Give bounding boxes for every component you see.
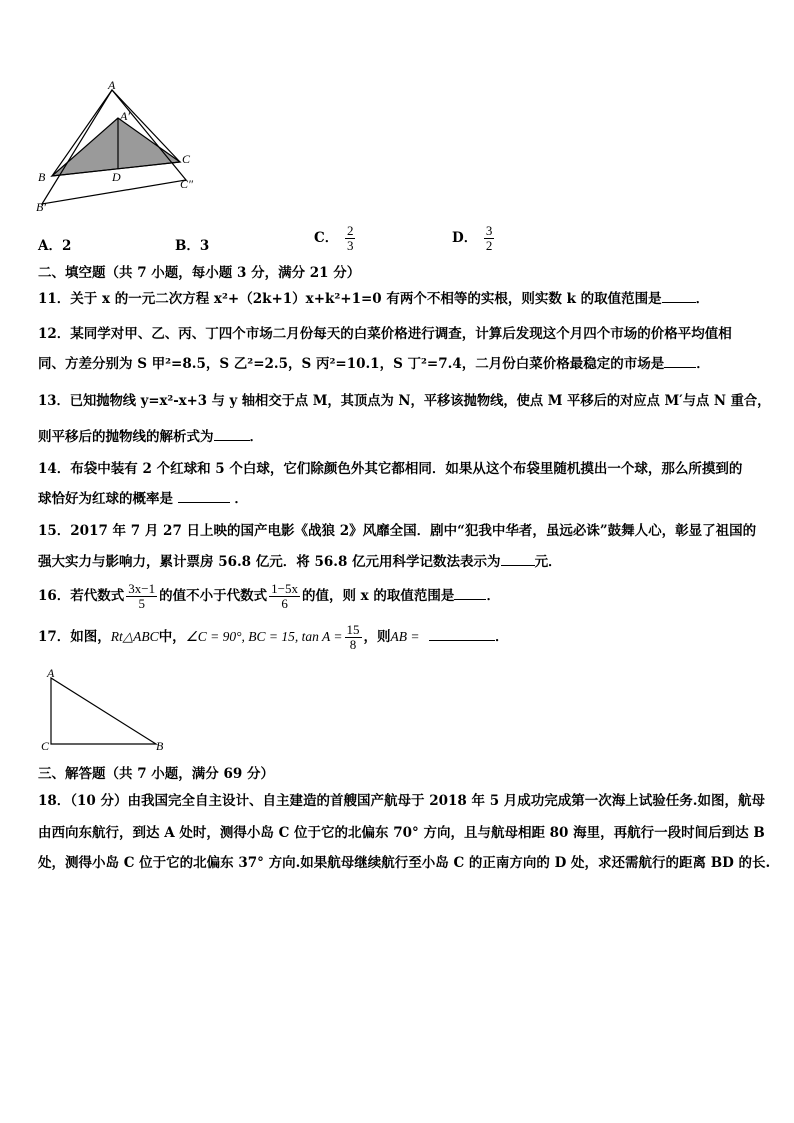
q14-end: ． (234, 491, 248, 507)
right-triangle-figure (38, 666, 173, 756)
question-18-line2: 由西向东航行，到达 A 处时，测得小岛 C 位于它的北偏东 70° 方向，且与航母相距 80 海里，再航行一段时间后到达 B (38, 825, 765, 841)
shaded-triangle (52, 118, 180, 176)
q14-line2-text: 球恰好为红球的概率是 (38, 491, 173, 507)
choice-d-den: 2 (485, 238, 493, 253)
question-14-line1: 14．布袋中装有 2 个红球和 5 个白球，它们除颜色外其它都相同．如果从这个布袋里随机摸出一个球，那么所摸到的 (38, 461, 743, 477)
label-B-prime: B′ (36, 200, 46, 214)
label-A: A (108, 80, 116, 92)
choice-a-value: 2 (61, 238, 72, 254)
q17-math-triangle: Rt△ABC (110, 629, 159, 644)
q13-end: ． (249, 429, 263, 445)
question-15-line1: 15．2017 年 7 月 27 日上映的国产电影《战狼 2》风靡全国．剧中“犯我中华者，虽远必诛”鼓舞人心，彰显了祖国的 (38, 523, 757, 539)
question-12-line1: 12．某同学对甲、乙、丙、丁四个市场二月份每天的白菜价格进行调查，计算后发现这个月四个市场的价格平均值相 (38, 326, 732, 342)
q17-math-ab: AB = (390, 629, 420, 644)
q11-text: 11．关于 x 的一元二次方程 x²+（2k+1）x+k²+1=0 有两个不相等的实根，则实数 k 的取值范围是 (38, 291, 662, 307)
q17-mid: 中， (158, 629, 186, 645)
choice-d-fraction (484, 224, 495, 253)
q12-line2-text: 同、方差分别为 S 甲²=8.5，S 乙²=2.5，S 丙²=10.1，S 丁²=7.4，二月份白菜价格最稳定的市场是 (38, 356, 665, 372)
choice-a-letter: A． (38, 238, 62, 254)
choice-c-den: 3 (346, 238, 354, 253)
choice-b-letter: B． (175, 238, 200, 254)
choice-a (38, 234, 71, 254)
label-C-double-prime: C″ (180, 177, 194, 191)
choice-b (175, 234, 209, 254)
label-B: B (38, 170, 46, 184)
q17-blank (429, 640, 495, 641)
choice-c-fraction (345, 224, 356, 253)
q16-suffix: 的值，则 x 的取值范围是 (301, 588, 455, 604)
question-15-line2 (38, 553, 562, 571)
label-A-prime: A′ (120, 109, 130, 123)
right-triangle (51, 678, 156, 744)
q17-fraction (345, 623, 362, 652)
choice-c (314, 224, 357, 253)
section2-heading: 二、填空题（共 7 小题，每小题 3 分，满分 21 分） (38, 265, 361, 281)
q11-blank (662, 302, 696, 303)
label-D: D (112, 170, 121, 184)
q16-frac2-den: 6 (281, 596, 288, 611)
question-14-line2 (38, 490, 248, 508)
q12-end: ． (696, 356, 710, 372)
choice-d-letter: D． (452, 230, 478, 246)
choice-d (452, 224, 496, 253)
label-C: C (182, 152, 191, 166)
q16-frac1-den: 5 (138, 596, 145, 611)
q16-middle: 的值不小于代数式 (159, 588, 268, 604)
triangle-figure (34, 80, 204, 215)
choice-c-num: 2 (346, 223, 354, 238)
q13-blank (214, 440, 250, 441)
q15-blank (501, 565, 535, 566)
q17-frac-num: 15 (346, 622, 360, 637)
q16-fraction-2 (269, 582, 300, 611)
label-C-fig2: C (41, 739, 50, 753)
q17-frac-den: 8 (349, 637, 357, 652)
label-B-fig2: B (156, 739, 164, 753)
q16-frac2-num: 1−5x (271, 581, 298, 596)
q17-end: ． (494, 629, 509, 645)
question-13-line1: 13．已知抛物线 y=x²-x+3 与 y 轴相交于点 M，其顶点为 N，平移该抛物线，使点 M 平移后的对应点 M′与点 N 重合， (38, 393, 771, 409)
question-13-line2 (38, 428, 263, 446)
q16-fraction-1 (126, 582, 157, 611)
q16-end: ． (486, 588, 500, 604)
q15-end: 元． (534, 554, 562, 570)
label-A-fig2: A (47, 666, 55, 680)
q16-blank (454, 599, 486, 600)
question-18-line1: 18．（10 分）由我国完全自主设计、自主建造的首艘国产航母于 2018 年 5 月成功完成第一次海上试验任务.如图，航母 (38, 793, 765, 809)
q15-line2-text: 强大实力与影响力，累计票房 56.8 亿元．将 56.8 亿元用科学记数法表示为 (38, 554, 501, 570)
q11-end: ． (695, 291, 710, 307)
question-12-line2 (38, 355, 710, 373)
section3-heading: 三、解答题（共 7 小题，满分 69 分） (38, 766, 274, 782)
q12-blank (664, 367, 696, 368)
question-18-line3: 处，测得小岛 C 位于它的北偏东 37° 方向.如果航母继续航行至小岛 C 的正南方向的 D 处，求还需航行的距离 BD 的长. (38, 855, 771, 871)
q14-blank (178, 502, 230, 503)
q17-prefix: 17．如图， (38, 629, 111, 645)
choice-d-num: 3 (485, 223, 493, 238)
q13-line2-text: 则平移后的抛物线的解析式为 (38, 429, 214, 445)
choice-c-letter: C． (314, 230, 339, 246)
question-16 (38, 580, 500, 612)
choice-b-value: 3 (199, 238, 210, 254)
q16-prefix: 16．若代数式 (38, 588, 125, 604)
q17-math-condition: ∠C = 90°, BC = 15, tan A = (185, 629, 343, 644)
question-17 (38, 620, 508, 654)
question-11 (38, 290, 709, 308)
q17-suffix: ，则 (363, 629, 391, 645)
q16-frac1-num: 3x−1 (128, 581, 156, 596)
